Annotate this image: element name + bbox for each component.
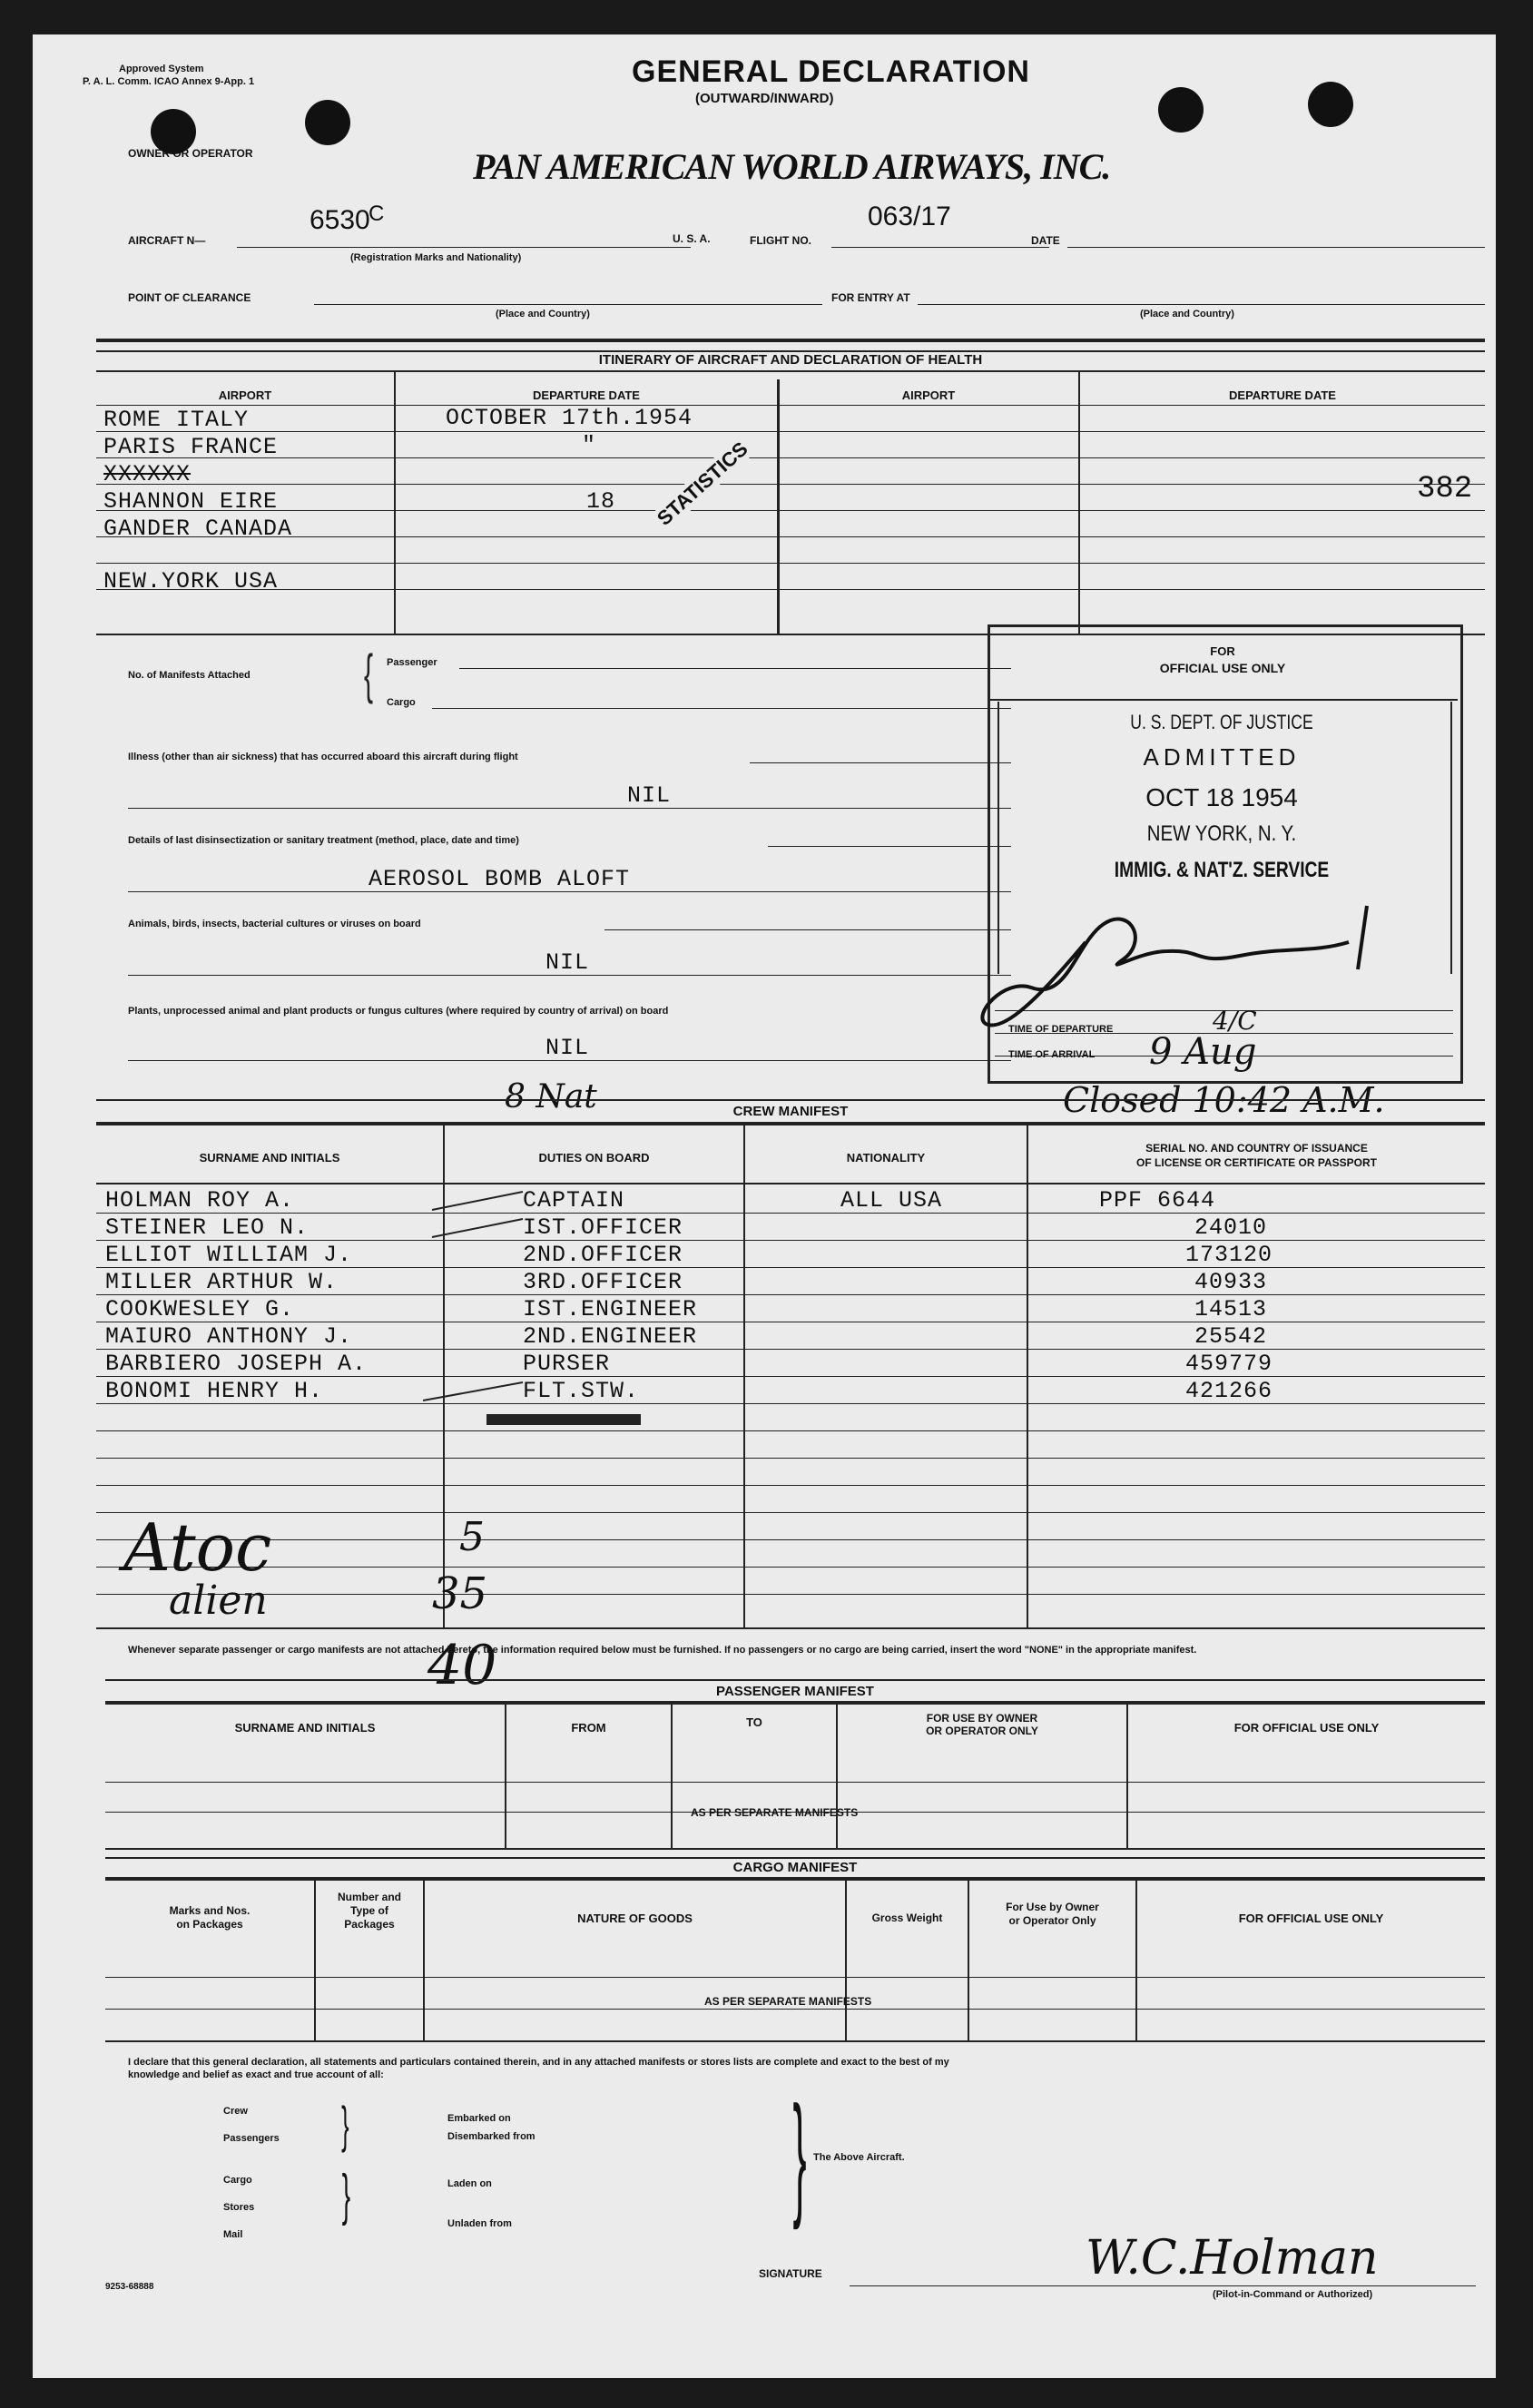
- crew-duty: FLT.STW.: [523, 1378, 640, 1404]
- manifest-notice: Whenever separate passenger or cargo manifests are not attached hereto, the information required below must be furnished. If no passengers or no cargo are being carried, insert the word "NONE" in the appropriate manifest.: [128, 1645, 1197, 1656]
- crew-duty: IST.OFFICER: [523, 1214, 683, 1241]
- cargo-title: CARGO MANIFEST: [732, 1860, 858, 1875]
- cargo-col-number-1: Number and: [337, 1891, 401, 1903]
- aircraft-value: 6530: [310, 205, 370, 235]
- closed-time-handwritten: Closed 10:42 A.M.: [1063, 1080, 1385, 1120]
- crew-col-surname: SURNAME AND INITIALS: [199, 1151, 340, 1165]
- itinerary-date: OCTOBER 17th.1954: [446, 405, 693, 431]
- number-stamp: 382: [1417, 472, 1473, 506]
- disinsect-label: Details of last disinsectization or sanitary treatment (method, place, date and time): [128, 835, 519, 846]
- plants-value: NIL: [545, 1035, 590, 1061]
- itinerary-col-airport-2: AIRPORT: [901, 388, 956, 402]
- crew-name: MILLER ARTHUR W.: [105, 1269, 339, 1295]
- owner-label: OWNER OR OPERATOR: [128, 147, 253, 160]
- punch-hole: [305, 100, 350, 145]
- stamp-date: OCT 18 1954: [1145, 783, 1298, 811]
- decl-brace: }: [341, 2096, 349, 2153]
- itinerary-col-airport: AIRPORT: [218, 388, 272, 402]
- total-40-handwritten: 40: [427, 1634, 497, 1697]
- disinsect-value: AEROSOL BOMB ALOFT: [369, 866, 631, 892]
- entry-label: FOR ENTRY AT: [831, 291, 910, 304]
- passenger-separate: AS PER SEPARATE MANIFESTS: [691, 1806, 859, 1819]
- official-title-2: OFFICIAL USE ONLY: [1159, 661, 1286, 675]
- flight-value: 063/17: [868, 201, 951, 231]
- stamp-dept: U. S. DEPT. OF JUSTICE: [1130, 711, 1313, 733]
- unladen-label: Unladen from: [447, 2218, 512, 2229]
- itinerary-airport: GANDER CANADA: [103, 516, 293, 542]
- check-marks: [414, 1174, 541, 1410]
- itinerary-airport: NEW.YORK USA: [103, 568, 279, 595]
- crew-decl-label: Crew: [223, 2106, 248, 2117]
- declaration-text-2: knowledge and belief as exact and true account of all:: [128, 2069, 384, 2080]
- manifests-brace: {: [364, 644, 374, 704]
- passenger-col-official: FOR OFFICIAL USE ONLY: [1233, 1721, 1380, 1735]
- itinerary-col-departure: DEPARTURE DATE: [533, 388, 640, 402]
- cargo-col-marks-2: on Packages: [176, 1918, 243, 1931]
- stamp-city: NEW YORK, N. Y.: [1146, 821, 1297, 846]
- cargo-col-number-3: Packages: [344, 1918, 395, 1931]
- passengers-decl-label: Passengers: [223, 2133, 280, 2144]
- crew-title: CREW MANIFEST: [732, 1104, 849, 1119]
- place-country-note: (Place and Country): [496, 309, 590, 319]
- itinerary-airport: PARIS FRANCE: [103, 434, 279, 460]
- stamp-admitted: ADMITTED: [1143, 743, 1301, 771]
- official-title-1: FOR: [1210, 644, 1235, 658]
- flight-label: FLIGHT NO.: [750, 234, 811, 247]
- passenger-col-from: FROM: [571, 1721, 606, 1735]
- cargo-col-nature: NATURE OF GOODS: [577, 1912, 693, 1925]
- declaration-form: [33, 34, 1496, 2378]
- itinerary-col-departure-2: DEPARTURE DATE: [1229, 388, 1336, 402]
- laden-label: Laden on: [447, 2178, 492, 2189]
- form-number: 9253-68888: [105, 2282, 154, 2292]
- cargo-label: Cargo: [387, 697, 416, 708]
- cargo-col-owner-1: For Use by Owner: [1006, 1901, 1099, 1913]
- crew-serial: 421266: [1185, 1378, 1273, 1404]
- crew-row: [105, 1269, 1496, 1296]
- crew-serial: 173120: [1185, 1242, 1273, 1268]
- passenger-col-to: TO: [746, 1715, 762, 1729]
- passenger-col-owner-2: OR OPERATOR ONLY: [926, 1725, 1038, 1737]
- alien-handwritten: alien: [169, 1577, 268, 1624]
- decl-brace-3: }: [792, 2078, 807, 2230]
- crew-duty: 2ND.ENGINEER: [523, 1323, 698, 1350]
- itinerary-airport: ROME ITALY: [103, 407, 250, 433]
- statistics-stamp: STATISTICS: [650, 435, 755, 533]
- crew-row: [105, 1214, 1496, 1242]
- crew-duty: PURSER: [523, 1351, 611, 1377]
- aircraft-suffix: C: [369, 201, 385, 226]
- crew-col-nationality: NATIONALITY: [846, 1151, 926, 1165]
- crew-duty: 2ND.OFFICER: [523, 1242, 683, 1268]
- clearance-label: POINT OF CLEARANCE: [128, 291, 251, 304]
- usa-label: U. S. A.: [673, 232, 711, 245]
- crew-col-serial-2: OF LICENSE OR CERTIFICATE OR PASSPORT: [1136, 1156, 1377, 1169]
- crew-name: COOKWESLEY G.: [105, 1296, 295, 1322]
- punch-hole: [1308, 82, 1353, 127]
- captain-signature: W.C.Holman: [1086, 2231, 1379, 2285]
- crew-nationality: ALL USA: [840, 1187, 943, 1214]
- itinerary-date: 18: [586, 488, 616, 515]
- decl-brace-2: }: [341, 2164, 351, 2226]
- arrival-handwritten: 9 Aug: [1149, 1031, 1257, 1073]
- aircraft-label: AIRCRAFT N—: [128, 234, 206, 247]
- crew-row: [105, 1187, 1496, 1214]
- form-subtitle: (OUTWARD/INWARD): [695, 91, 834, 106]
- crew-serial: 40933: [1194, 1269, 1268, 1295]
- time-departure-label: TIME OF DEPARTURE: [1008, 1024, 1114, 1035]
- passenger-col-owner-1: FOR USE BY OWNER: [926, 1712, 1038, 1725]
- crew-serial: 14513: [1194, 1296, 1268, 1322]
- embarked-label: Embarked on: [447, 2113, 511, 2124]
- cargo-separate: AS PER SEPARATE MANIFESTS: [704, 1995, 872, 2008]
- passenger-col-surname: SURNAME AND INITIALS: [234, 1721, 376, 1735]
- stores-decl-label: Stores: [223, 2202, 255, 2213]
- date-label: DATE: [1031, 234, 1060, 247]
- crew-duty: CAPTAIN: [523, 1187, 625, 1214]
- count-35-handwritten: 35: [432, 1568, 488, 1619]
- crew-col-serial-1: SERIAL NO. AND COUNTRY OF ISSUANCE: [1145, 1142, 1368, 1155]
- punch-hole: [1158, 87, 1204, 133]
- approved-system: Approved System: [119, 64, 204, 74]
- count-5-handwritten: 5: [459, 1514, 485, 1560]
- mail-decl-label: Mail: [223, 2229, 243, 2240]
- time-arrival-label: TIME OF ARRIVAL: [1008, 1049, 1096, 1060]
- crew-duty: 3RD.OFFICER: [523, 1269, 683, 1295]
- passenger-label: Passenger: [387, 657, 437, 668]
- cargo-col-owner-2: or Operator Only: [1008, 1914, 1096, 1927]
- plants-label: Plants, unprocessed animal and plant products or fungus cultures (where required by country of arrival) on board: [128, 1006, 669, 1017]
- animals-value: NIL: [545, 949, 590, 976]
- cargo-col-number-2: Type of: [350, 1904, 388, 1917]
- crew-row: [105, 1323, 1496, 1351]
- cargo-col-official: FOR OFFICIAL USE ONLY: [1238, 1912, 1384, 1925]
- itinerary-date: ": [582, 432, 597, 458]
- cargo-decl-label: Cargo: [223, 2175, 252, 2186]
- itinerary-airport: SHANNON EIRE: [103, 488, 279, 515]
- signature-note: (Pilot-in-Command or Authorized): [1213, 2289, 1373, 2300]
- crew-row: [105, 1296, 1496, 1323]
- atoc-handwritten: Atoc: [123, 1509, 272, 1586]
- crew-row: [105, 1378, 1496, 1405]
- regulation-ref: P. A. L. Comm. ICAO Annex 9-App. 1: [83, 76, 255, 87]
- crew-serial: 24010: [1194, 1214, 1268, 1241]
- itinerary-airport: XXXXXX: [103, 461, 192, 487]
- crew-row: [105, 1242, 1496, 1269]
- registration-note: (Registration Marks and Nationality): [350, 252, 522, 263]
- animals-label: Animals, birds, insects, bacterial cultures or viruses on board: [128, 919, 421, 929]
- crew-row: [105, 1351, 1496, 1378]
- stamp-service: IMMIG. & NAT'Z. SERVICE: [1114, 858, 1330, 882]
- signature-label: SIGNATURE: [759, 2267, 822, 2280]
- owner-value: PAN AMERICAN WORLD AIRWAYS, INC.: [473, 146, 1111, 187]
- crew-count-handwritten: 8 Nat: [505, 1078, 597, 1116]
- disembarked-label: Disembarked from: [447, 2131, 536, 2142]
- crew-name: BARBIERO JOSEPH A.: [105, 1351, 368, 1377]
- crew-serial: 459779: [1185, 1351, 1273, 1377]
- illness-label: Illness (other than air sickness) that has occurred aboard this aircraft during flight: [128, 752, 518, 762]
- declaration-text-1: I declare that this general declaration, all statements and particulars contained therein, and in any attached manifests or stores lists are complete and exact to the best of my: [128, 2057, 949, 2068]
- cargo-col-marks-1: Marks and Nos.: [169, 1904, 251, 1917]
- crew-name: BONOMI HENRY H.: [105, 1378, 324, 1404]
- crew-name: ELLIOT WILLIAM J.: [105, 1242, 353, 1268]
- crew-duty: IST.ENGINEER: [523, 1296, 698, 1322]
- manifests-label: No. of Manifests Attached: [128, 670, 251, 681]
- crew-col-duties: DUTIES ON BOARD: [538, 1151, 650, 1165]
- illness-value: NIL: [627, 782, 672, 809]
- cargo-col-gross: Gross Weight: [871, 1912, 943, 1924]
- crew-serial: 25542: [1194, 1323, 1268, 1350]
- crew-serial: PPF 6644: [1099, 1187, 1216, 1214]
- crew-name: MAIURO ANTHONY J.: [105, 1323, 353, 1350]
- crew-name: STEINER LEO N.: [105, 1214, 310, 1241]
- itinerary-title: ITINERARY OF AIRCRAFT AND DECLARATION OF HEALTH: [598, 352, 983, 368]
- passenger-title: PASSENGER MANIFEST: [716, 1684, 874, 1699]
- departure-handwritten: 4/C: [1213, 1006, 1257, 1036]
- redacted-entry: [486, 1414, 641, 1425]
- crew-name: HOLMAN ROY A.: [105, 1187, 295, 1214]
- form-title: GENERAL DECLARATION: [632, 54, 1030, 89]
- place-country-note-2: (Place and Country): [1140, 309, 1234, 319]
- above-aircraft: The Above Aircraft.: [813, 2152, 905, 2163]
